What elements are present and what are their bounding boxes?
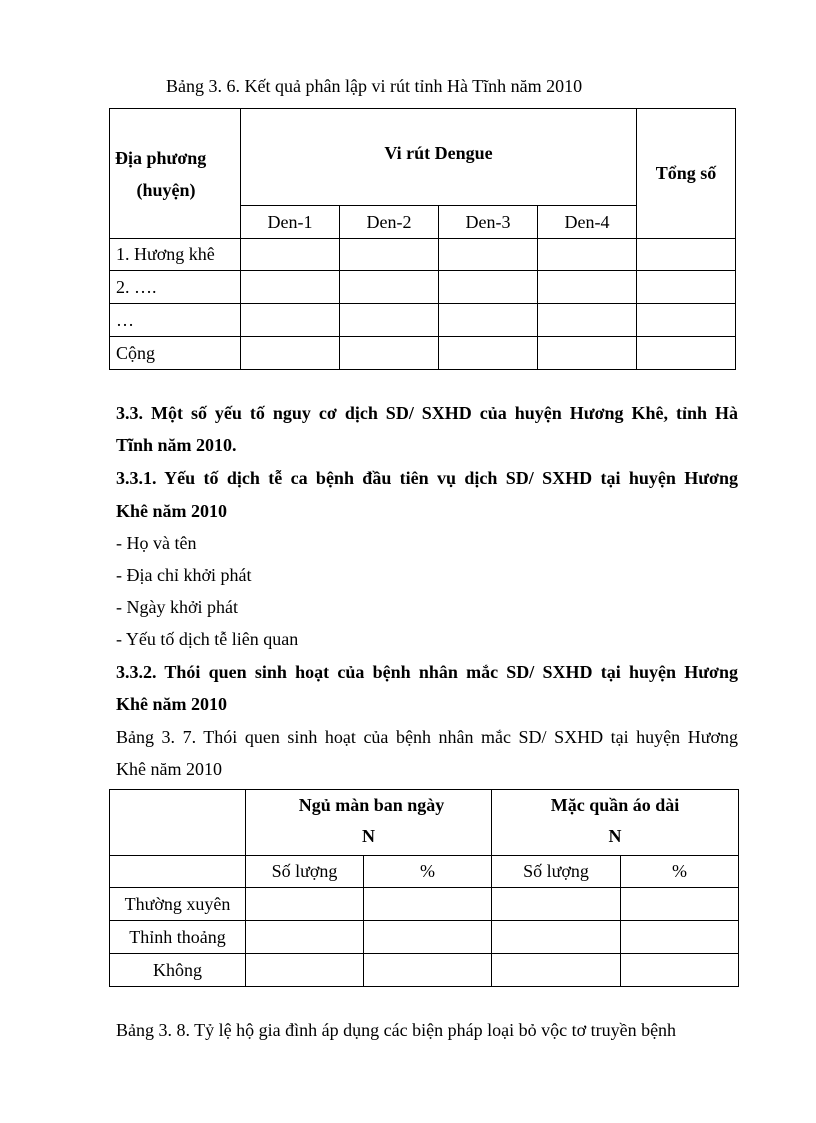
table-row [110,888,739,921]
table-row [110,239,736,271]
table-3-8-caption: Bảng 3. 8. Tỷ lệ hộ gia đình áp dụng các biện pháp loại bỏ vộc tơ truyền bệnh [116,1020,677,1040]
table-3-7-caption-line1: Bảng 3. 7. Thói quen sinh hoạt của bệnh nhân mắc SD/ SXHD tại huyện Hương [116,727,738,747]
table-row [110,304,736,337]
group-sleep-net-label: Ngủ màn ban ngày [298,795,445,815]
header-region-line2: (huyện) [136,179,196,200]
header-total: Tổng số [637,109,736,239]
row-label: 2. …. [110,271,241,304]
list-item: - Địa chỉ khởi phát [116,565,252,585]
section-3-3-heading-line2: Tĩnh năm 2010. [116,435,237,455]
col-count: Số lượng [492,856,621,888]
group-long-clothes [492,790,739,856]
table-3-6 [109,108,736,370]
row-label: Thỉnh thoảng [110,921,246,954]
subheader-den-4: Den-4 [538,206,637,239]
list-item: - Ngày khởi phát [116,597,238,617]
list-item: - Họ và tên [116,533,197,553]
group-long-clothes-n: N [608,826,622,846]
section-3-3-2-heading-line1: 3.3.2. Thói quen sinh hoạt của bệnh nhân mắc SD/ SXHD tại huyện Hương [116,662,738,682]
col-count: Số lượng [246,856,364,888]
section-3-3-2-heading-line2: Khê năm 2010 [116,694,228,714]
empty-corner-cell [110,790,246,856]
col-percent: % [621,856,739,888]
subheader-den-2: Den-2 [340,206,439,239]
section-3-3-1-heading-line2: Khê năm 2010 [116,501,228,521]
table-3-7 [109,789,739,987]
header-region [110,109,241,239]
row-label: Không [110,954,246,987]
section-3-3-1-heading-line1: 3.3.1. Yếu tố dịch tễ ca bệnh đầu tiên vụ dịch SD/ SXHD tại huyện Hương [116,468,738,488]
group-sleep-net-n: N [362,826,375,846]
row-label: Cộng [110,337,241,370]
group-sleep-net [246,790,492,856]
table-row [110,954,739,987]
group-long-clothes-label: Mặc quần áo dài [550,795,680,815]
list-item: - Yếu tố dịch tễ liên quan [116,629,299,649]
row-label: … [110,304,241,337]
subheader-den-1: Den-1 [241,206,340,239]
section-3-3-heading-line1: 3.3. Một số yếu tố nguy cơ dịch SD/ SXHD của huyện Hương Khê, tỉnh Hà [116,403,738,423]
header-region-line1: Địa phương [115,147,207,168]
row-label: 1. Hương khê [110,239,241,271]
table-3-6-caption: Bảng 3. 6. Kết quả phân lập vi rút tỉnh Hà Tĩnh năm 2010 [166,76,583,96]
table-row [110,271,736,304]
table-row [110,337,736,370]
header-virus: Vi rút Dengue [241,109,637,206]
row-label: Thường xuyên [110,888,246,921]
col-percent: % [364,856,492,888]
subheader-den-3: Den-3 [439,206,538,239]
table-3-7-caption-line2: Khê năm 2010 [116,759,222,779]
table-row [110,921,739,954]
